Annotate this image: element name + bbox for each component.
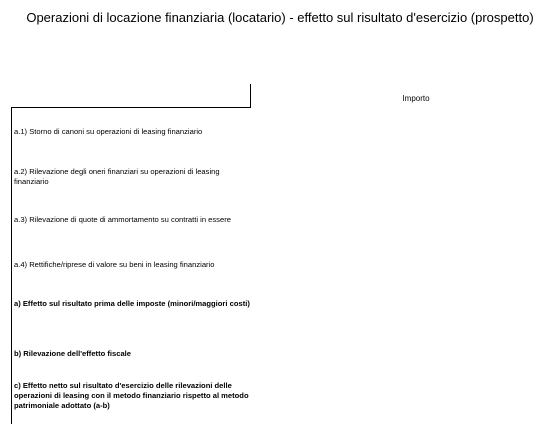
row-label-a1: a.1) Storno di canoni su operazioni di leasing finanziario [14,127,203,136]
row-label-b: b) Rilevazione dell'effetto fiscale [14,349,132,358]
header-column-divider [250,84,251,108]
row-label-a4: a.4) Rettifiche/riprese di valore su beni in leasing finanziario [14,260,215,269]
table-left-border [11,107,12,424]
row-label-a2: a.2) Rilevazione degli oneri finanziari su operazioni di leasing finanziario [14,167,220,186]
row-label-c: c) Effetto netto sul risultato d'esercizio delle rilevazioni delle operazioni di leasing con il metodo finanziario rispetto al metodo patrimoniale adottato (a-b) [14,381,249,410]
row-label-a-total: a) Effetto sul risultato prima delle imposte (minori/maggiori costi) [14,299,250,308]
page-title: Operazioni di locazione finanziaria (locatario) - effetto sul risultato d'esercizio (prospetto) [26,10,534,25]
header-rule [11,107,251,108]
value-column-header: Importo [402,94,430,103]
row-label-a3: a.3) Rilevazione di quote di ammortamento su contratti in essere [14,215,231,224]
